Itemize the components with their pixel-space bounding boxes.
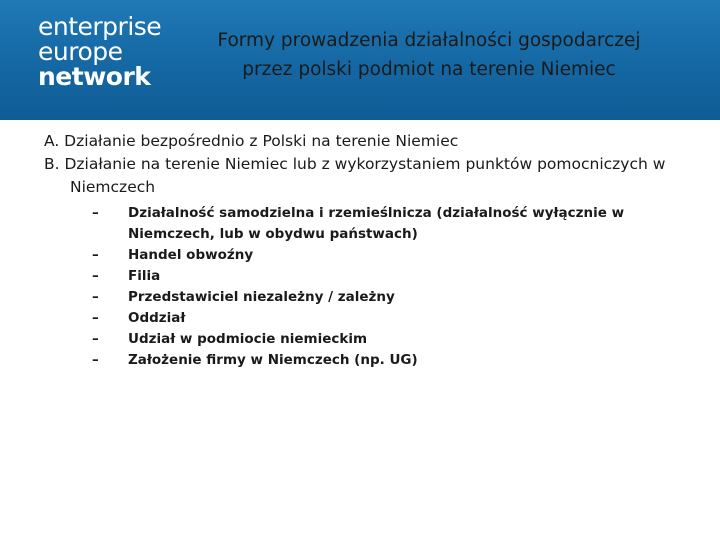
- dash-bullet: –: [92, 205, 99, 221]
- list-item: [44, 350, 664, 371]
- list-item: [44, 287, 664, 308]
- main-item-b: B. Działanie na terenie Niemiec lub z wykorzystaniem punktów pomocniczych w Niemczech: [44, 155, 666, 196]
- list-item: [44, 329, 664, 350]
- slide-title: [186, 26, 672, 84]
- list-item-text: Założenie firmy w Niemczech (np. UG): [128, 352, 418, 368]
- sub-item-list: [44, 203, 664, 371]
- dash-bullet: –: [92, 289, 99, 305]
- list-item: [44, 266, 664, 287]
- list-item-text: Przedstawiciel niezależny / zależny: [128, 289, 395, 305]
- slide-content: [44, 130, 694, 199]
- dash-bullet: –: [92, 268, 99, 284]
- dash-bullet: –: [92, 247, 99, 263]
- list-item: [44, 308, 664, 329]
- logo-line-1: enterprise: [38, 12, 162, 41]
- header-banner: [0, 0, 720, 120]
- dash-bullet: –: [92, 331, 99, 347]
- list-item: [44, 203, 664, 245]
- list-item-text: Udział w podmiocie niemieckim: [128, 331, 368, 347]
- main-item-a: A. Działanie bezpośrednio z Polski na terenie Niemiec: [44, 132, 459, 150]
- dash-bullet: –: [92, 310, 99, 326]
- dash-bullet: –: [92, 352, 99, 368]
- list-item-text: Działalność samodzielna i rzemieślnicza (działalność wyłącznie w Niemczech, lub w obydwu państwach): [128, 205, 625, 242]
- logo-line-3: network: [38, 62, 151, 91]
- list-item: [44, 245, 664, 266]
- slide-title-line-2: przez polski podmiot na terenie Niemiec: [242, 59, 616, 80]
- list-item-text: Oddział: [128, 310, 186, 326]
- enterprise-europe-network-logo: [38, 14, 188, 89]
- list-item-text: Filia: [128, 268, 161, 284]
- slide-title-line-1: Formy prowadzenia działalności gospodarczej: [217, 30, 641, 51]
- logo-line-2: europe: [38, 37, 123, 66]
- list-item-text: Handel obwoźny: [128, 247, 254, 263]
